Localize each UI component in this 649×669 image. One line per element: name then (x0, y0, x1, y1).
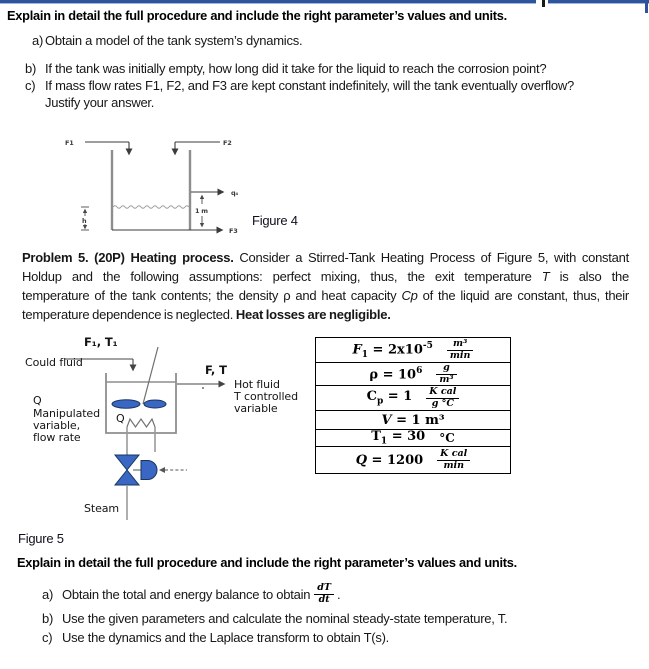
inlet-stream-label: F₁, T₁ (84, 335, 118, 349)
figure4-diagram (60, 128, 380, 248)
manipulated-label: Manipulated (33, 407, 100, 420)
figure4-caption: Figure 4 (252, 213, 298, 228)
section5-heading: Explain in detail the full procedure and include the right parameter’s values and units. (17, 555, 517, 570)
list-item (42, 630, 389, 645)
liquid-surface-wave (113, 206, 189, 209)
list-item-text: Obtain a model of the tank system’s dynamics. (45, 33, 303, 48)
paragraph-line (22, 267, 629, 286)
valve-top-icon (115, 455, 139, 470)
paragraph-segment: Holdup and the following assumptions: perfect mixing, thus, the exit temperature (22, 269, 542, 284)
problem5-paragraph (22, 248, 629, 324)
parameter-row (316, 411, 510, 430)
paragraph-line (22, 286, 629, 305)
coil-q-label: Q (116, 412, 125, 425)
q-label: Q (33, 394, 42, 407)
parameter-row (316, 338, 510, 363)
valve-bottom-icon (115, 470, 139, 485)
parameter-table (315, 337, 511, 474)
parameter-row (316, 363, 510, 386)
q4-label: q₄ (231, 189, 238, 197)
steam-label: Steam (84, 502, 120, 515)
inline-fraction: $\frac{dT}{dt}$ (314, 583, 334, 606)
parameter-row (316, 386, 510, 411)
paragraph-segment: of the liquid are constant, thus, their (417, 288, 629, 303)
section4-heading: Explain in detail the full procedure and include the right parameter’s values and units. (7, 8, 507, 23)
list-item-marker: a) (32, 33, 44, 48)
paragraph-line (22, 248, 629, 267)
parameter-row (316, 430, 510, 447)
parameter-equation: $F_1 = 2x10^{-5}$ (352, 340, 433, 360)
parameter-row (316, 447, 510, 473)
f3-label: F3 (229, 227, 238, 235)
paragraph-segment: temperature dependence is neglected. (22, 307, 236, 322)
list-item-marker: b) (42, 611, 54, 626)
unit-fraction: $\frac{\text{K cal}}{\min}$ (437, 449, 470, 472)
parameter-equation: Q = 1200 (355, 452, 424, 468)
unit-fraction: $\frac{\text{m³}}{\min}$ (447, 339, 474, 362)
unit-fraction: $\frac{g}{\text{m³}}$ (436, 363, 456, 386)
t-controlled-label: T controlled (234, 390, 298, 403)
paragraph-segment: temperature of the tank contents; the density ρ and heat capacity (22, 288, 402, 303)
paragraph-segment: Problem 5. (20P) Heating process. (22, 250, 234, 265)
variable-label: variable (234, 402, 278, 415)
list-item-text: If mass flow rates F1, F2, and F3 are kept constant indefinitely, will the tank eventually overflow? (45, 78, 574, 93)
figure5-caption: Figure 5 (18, 531, 64, 546)
impeller-blade-icon (112, 400, 140, 408)
f1-label: F1 (65, 139, 74, 147)
list-item-marker: a) (42, 586, 54, 602)
list-item-text: Use the dynamics and the Laplace transform to obtain T(s). (62, 630, 390, 645)
list-item-marker: c) (42, 630, 53, 645)
paragraph-line (22, 305, 629, 324)
figure5-block (0, 330, 649, 530)
list-item-text: Obtain the total and energy balance to obtain (62, 586, 311, 602)
list-item (42, 611, 507, 626)
hot-fluid-label: Hot fluid (234, 378, 280, 391)
stirrer-shaft (143, 347, 158, 404)
valve-actuator-icon (141, 461, 157, 480)
list-item-marker: b) (25, 61, 37, 76)
variable-comma-label: variable, (33, 419, 80, 432)
dim-1m-label: 1 m (195, 207, 208, 215)
paragraph-segment: T (541, 269, 550, 284)
paragraph-segment: Heat losses are negligible. (235, 307, 391, 322)
parameter-equation: V = 1 m³ (381, 412, 445, 428)
paragraph-segment: Consider a Stirred-Tank Heating Process of Figure 5, with constant (233, 250, 629, 265)
parameter-equation: $T_1 = 30$ (371, 429, 426, 447)
paragraph-segment: Cp (401, 288, 418, 303)
signal-arrowhead (159, 467, 165, 473)
h-label: h (82, 217, 87, 225)
unit-fraction: $\frac{\text{K cal}}{g ^\circ C}$ (426, 387, 459, 410)
unit-plain: °C (439, 431, 455, 445)
section4-list (0, 0, 649, 120)
list-item (42, 583, 340, 606)
list-item-marker: c) (25, 78, 36, 93)
outlet-stream-label: F, T (205, 363, 227, 377)
heating-coil (127, 419, 155, 427)
stray-dot (202, 387, 204, 389)
list-item-period: . (336, 586, 341, 602)
parameter-equation: $C_p = 1$ (366, 389, 413, 407)
list-item-text: If the tank was initially empty, how long did it take for the liquid to reach the corrosion point? (45, 61, 547, 76)
list-item-text: Justify your answer. (45, 95, 155, 110)
impeller-blade-icon (144, 400, 166, 408)
f2-label: F2 (223, 139, 232, 147)
paragraph-segment: is also the (549, 269, 630, 284)
parameter-equation: $\rho = 10^6$ (369, 365, 423, 383)
list-item-text: Use the given parameters and calculate the nominal steady-state temperature, T. (62, 611, 508, 626)
cold-fluid-label: Could fluid (25, 356, 83, 369)
flow-rate-label: flow rate (33, 431, 81, 444)
